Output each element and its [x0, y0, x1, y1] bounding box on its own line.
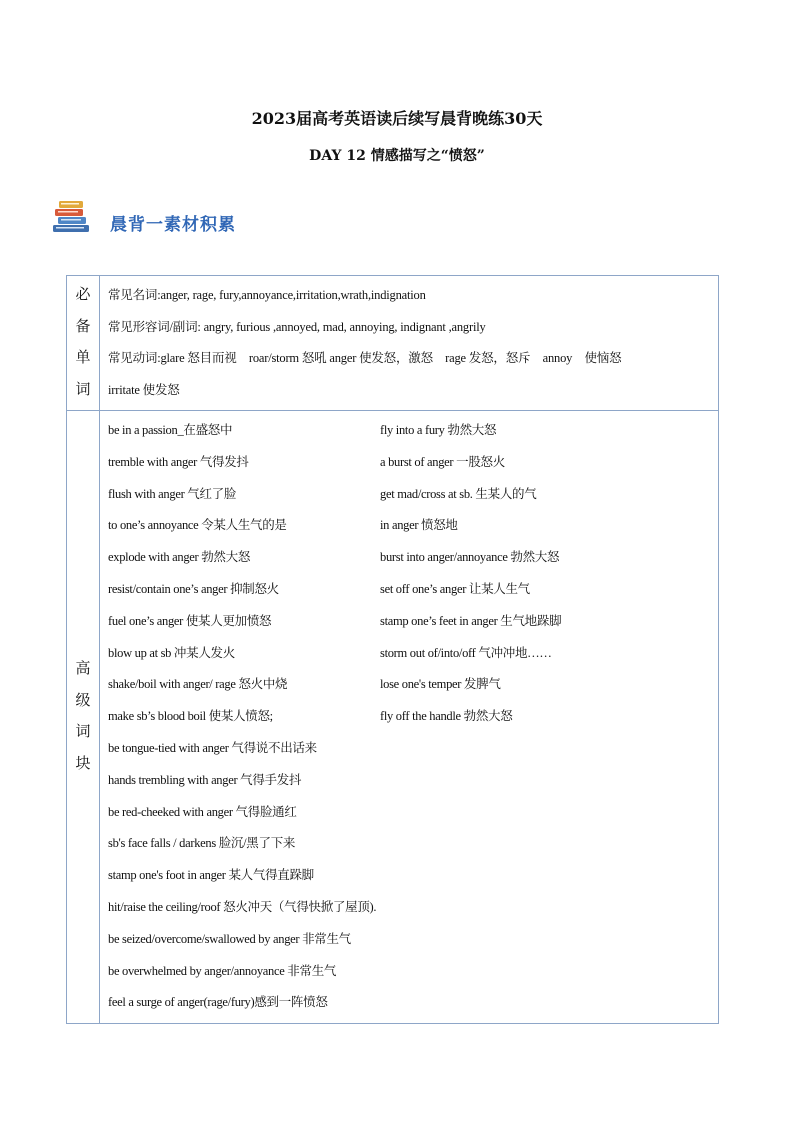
- phrase-left: fuel one’s anger 使某人更加愤怒: [108, 613, 272, 628]
- label-char: 高: [75, 661, 91, 678]
- phrase-pair: [108, 479, 712, 511]
- phrase-single: be red-cheeked with anger 气得脸通红: [108, 804, 297, 819]
- phrase-single: hit/raise the ceiling/roof 怒火冲天（气得快掀了屋顶).: [108, 899, 377, 914]
- phrase-right: stamp one’s feet in anger 生气地跺脚: [380, 613, 562, 628]
- phrase-pair: [108, 574, 712, 606]
- vocab-line: 常见动词:glare 怒目而视 roar/storm 怒吼 anger 使发怒，激怒 rage 发怒，怒斥 annoy 使恼怒: [108, 351, 622, 365]
- label-char: 备: [75, 318, 91, 335]
- table-row-basic: [67, 276, 719, 411]
- phrase-single: sb's face falls / darkens 脸沉/黑了下来: [108, 836, 296, 851]
- phrase-single: be tongue-tied with anger 气得说不出话来: [108, 740, 317, 755]
- phrase-pair: [108, 606, 712, 638]
- phrase-pair: [108, 669, 712, 701]
- phrase-right: burst into anger/annoyance 勃然大怒: [380, 550, 560, 565]
- phrase-pair: [108, 415, 712, 447]
- phrase-left: explode with anger 勃然大怒: [108, 550, 251, 565]
- phrase-pair: [108, 542, 712, 574]
- label-char: 必: [75, 287, 91, 303]
- books-icon: [52, 200, 96, 234]
- label-char: 词: [75, 724, 91, 741]
- phrase-single: be overwhelmed by anger/annoyance 非常生气: [108, 963, 337, 978]
- label-cell-basic: [67, 276, 100, 411]
- phrase-left: resist/contain one’s anger 抑制怒火: [108, 581, 279, 596]
- phrase-pair: [108, 447, 712, 479]
- phrase-right: set off one’s anger 让某人生气: [380, 581, 530, 596]
- phrase-right: fly into a fury 勃然大怒: [380, 423, 497, 437]
- vocabulary-table: [66, 275, 719, 1024]
- phrase-left: blow up at sb 冲某人发火: [108, 645, 235, 660]
- section-header: [52, 198, 352, 238]
- table-row-advanced: [67, 411, 719, 1024]
- label-cell-advanced: [67, 411, 100, 1024]
- label-char: 单: [75, 350, 91, 366]
- phrase-right: lose one's temper 发脾气: [380, 677, 501, 692]
- document-subtitle: DAY 12 情感描写之“愤怒”: [309, 148, 485, 164]
- phrase-pair: [108, 638, 712, 670]
- phrase-right: get mad/cross at sb. 生某人的气: [380, 486, 537, 501]
- phrase-pair: [108, 701, 712, 733]
- phrase-left: tremble with anger 气得发抖: [108, 454, 249, 469]
- vocab-line: 常见名词:anger, rage, fury,annoyance,irritation,wrath,indignation: [108, 288, 426, 302]
- phrase-left: to one’s annoyance 令某人生气的是: [108, 518, 287, 533]
- phrase-right: in anger 愤怒地: [380, 518, 458, 533]
- label-char: 词: [75, 381, 91, 398]
- phrase-right: storm out of/into/off 气冲冲地……: [380, 645, 552, 660]
- content-cell-basic: [100, 276, 719, 411]
- phrase-right: fly off the handle 勃然大怒: [380, 709, 513, 724]
- phrase-single: feel a surge of anger(rage/fury)感到一阵愤怒: [108, 995, 328, 1010]
- label-char: 块: [75, 755, 91, 772]
- phrase-left: flush with anger 气红了脸: [108, 486, 237, 501]
- vocab-line: irritate 使发怒: [108, 382, 180, 397]
- document-title: 2023届高考英语读后续写晨背晚练30天: [251, 109, 543, 128]
- phrase-pair: [108, 510, 712, 542]
- phrase-single: be seized/overcome/swallowed by anger 非常生气: [108, 931, 351, 946]
- phrase-single: stamp one's foot in anger 某人气得直跺脚: [108, 868, 314, 883]
- phrase-right: a burst of anger 一股怒火: [380, 454, 505, 469]
- phrase-left: shake/boil with anger/ rage 怒火中烧: [108, 677, 288, 692]
- phrase-left: be in a passion_在盛怒中: [108, 423, 233, 437]
- content-cell-advanced: [100, 411, 719, 1024]
- vocab-line: 常见形容词/副词: angry, furious ,annoyed, mad, annoying, indignant ,angrily: [108, 319, 486, 334]
- label-char: 级: [75, 692, 91, 709]
- phrase-single: hands trembling with anger 气得手发抖: [108, 772, 302, 787]
- phrase-left: make sb’s blood boil 使某人愤怒;: [108, 709, 273, 724]
- section-title: 晨背一素材积累: [110, 215, 236, 235]
